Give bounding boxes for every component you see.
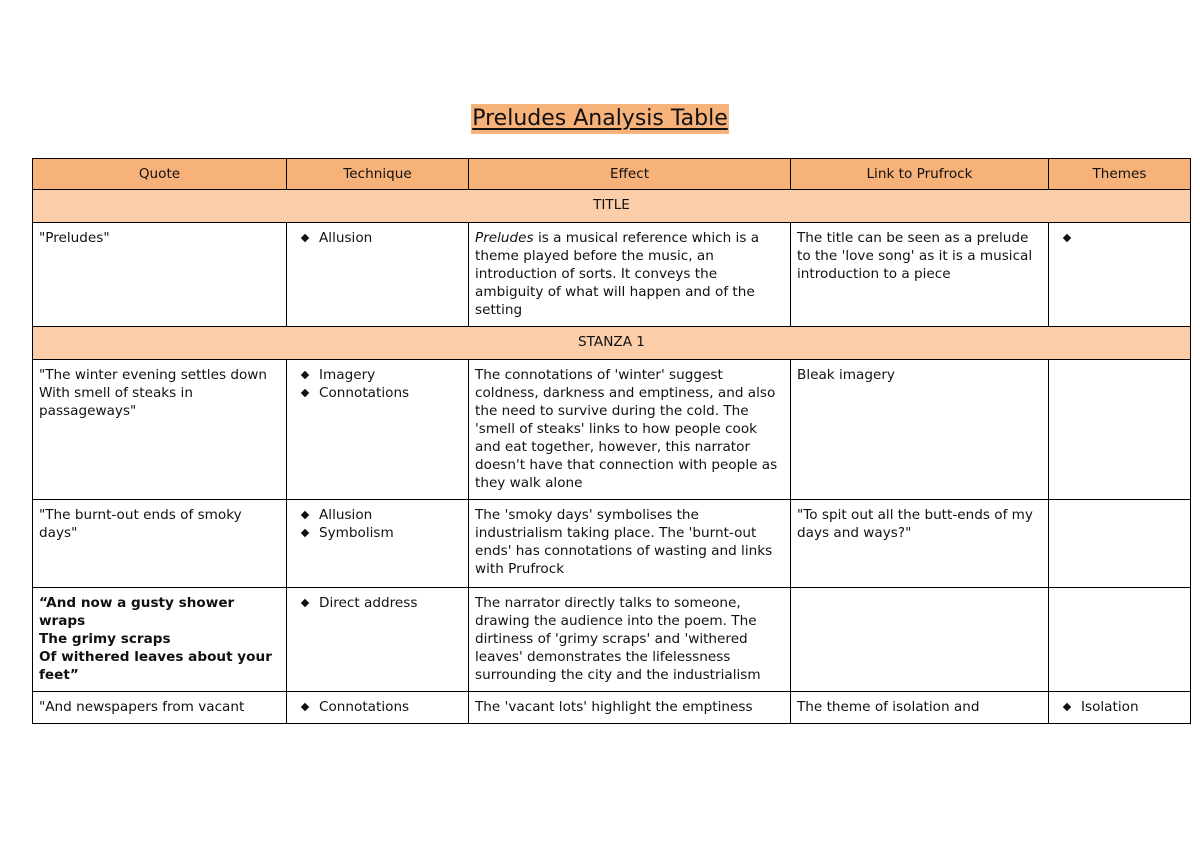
table-row	[33, 588, 1191, 692]
themes-list	[1055, 698, 1184, 716]
technique-item: Connotations	[319, 384, 462, 402]
themes-cell	[1049, 223, 1191, 327]
technique-item: Allusion	[319, 229, 462, 247]
effect-text: is a musical reference which is a theme played before the music, an introduction of sorts. It conveys the ambiguity of what will happen and of the setting	[475, 230, 760, 318]
link-cell	[791, 588, 1049, 692]
technique-cell	[287, 500, 469, 588]
quote-cell: "Preludes"	[33, 223, 287, 327]
effect-cell: The narrator directly talks to someone, drawing the audience into the poem. The dirtiness of 'grimy scraps' and 'withered leaves' demonstrates the lifelessness surrounding the city and the industrialism	[469, 588, 791, 692]
header-row	[33, 159, 1191, 190]
quote-cell: "The winter evening settles down With smell of steaks in passageways"	[33, 360, 287, 500]
technique-cell	[287, 588, 469, 692]
effect-cell: The 'vacant lots' highlight the emptiness	[469, 692, 791, 724]
technique-item: Allusion	[319, 506, 462, 524]
technique-item: Imagery	[319, 366, 462, 384]
technique-cell	[287, 360, 469, 500]
themes-cell	[1049, 588, 1191, 692]
link-cell: "To spit out all the butt-ends of my days and ways?"	[791, 500, 1049, 588]
technique-list	[293, 366, 462, 402]
section-row-stanza-1	[33, 327, 1191, 360]
link-cell: The title can be seen as a prelude to the 'love song' as it is a musical introduction to a piece	[791, 223, 1049, 327]
theme-item	[1081, 229, 1184, 247]
effect-cell: The connotations of 'winter' suggest coldness, darkness and emptiness, and also the need to survive during the cold. The 'smell of steaks' links to how people cook and eat together, however, this narrator doesn't have that connection with people as they walk alone	[469, 360, 791, 500]
page-title-text: Preludes Analysis Table	[471, 104, 729, 134]
link-cell: The theme of isolation and	[791, 692, 1049, 724]
technique-list	[293, 698, 462, 716]
analysis-table	[32, 158, 1191, 724]
header-themes: Themes	[1049, 159, 1191, 190]
section-stanza-1: STANZA 1	[33, 327, 1191, 360]
technique-item: Connotations	[319, 698, 462, 716]
header-effect: Effect	[469, 159, 791, 190]
themes-cell	[1049, 360, 1191, 500]
themes-cell	[1049, 500, 1191, 588]
quote-cell: "And newspapers from vacant	[33, 692, 287, 724]
effect-cell: The 'smoky days' symbolises the industrialism taking place. The 'burnt-out ends' has connotations of wasting and links with Prufrock	[469, 500, 791, 588]
technique-item: Symbolism	[319, 524, 462, 542]
effect-cell	[469, 223, 791, 327]
themes-list	[1055, 229, 1184, 247]
theme-item: Isolation	[1081, 698, 1184, 716]
quote-cell: “And now a gusty shower wraps The grimy scraps Of withered leaves about your feet”	[33, 588, 287, 692]
technique-list	[293, 506, 462, 542]
table-row	[33, 500, 1191, 588]
section-row-title	[33, 190, 1191, 223]
technique-cell	[287, 692, 469, 724]
header-technique: Technique	[287, 159, 469, 190]
link-cell: Bleak imagery	[791, 360, 1049, 500]
page-title	[0, 104, 1200, 135]
header-link: Link to Prufrock	[791, 159, 1049, 190]
header-quote: Quote	[33, 159, 287, 190]
themes-cell	[1049, 692, 1191, 724]
table-row	[33, 223, 1191, 327]
quote-cell: "The burnt-out ends of smoky days"	[33, 500, 287, 588]
table-row	[33, 692, 1191, 724]
technique-cell	[287, 223, 469, 327]
section-title: TITLE	[33, 190, 1191, 223]
technique-list	[293, 229, 462, 247]
effect-italic-text: Preludes	[475, 230, 534, 246]
table-row	[33, 360, 1191, 500]
technique-item: Direct address	[319, 594, 462, 612]
technique-list	[293, 594, 462, 612]
